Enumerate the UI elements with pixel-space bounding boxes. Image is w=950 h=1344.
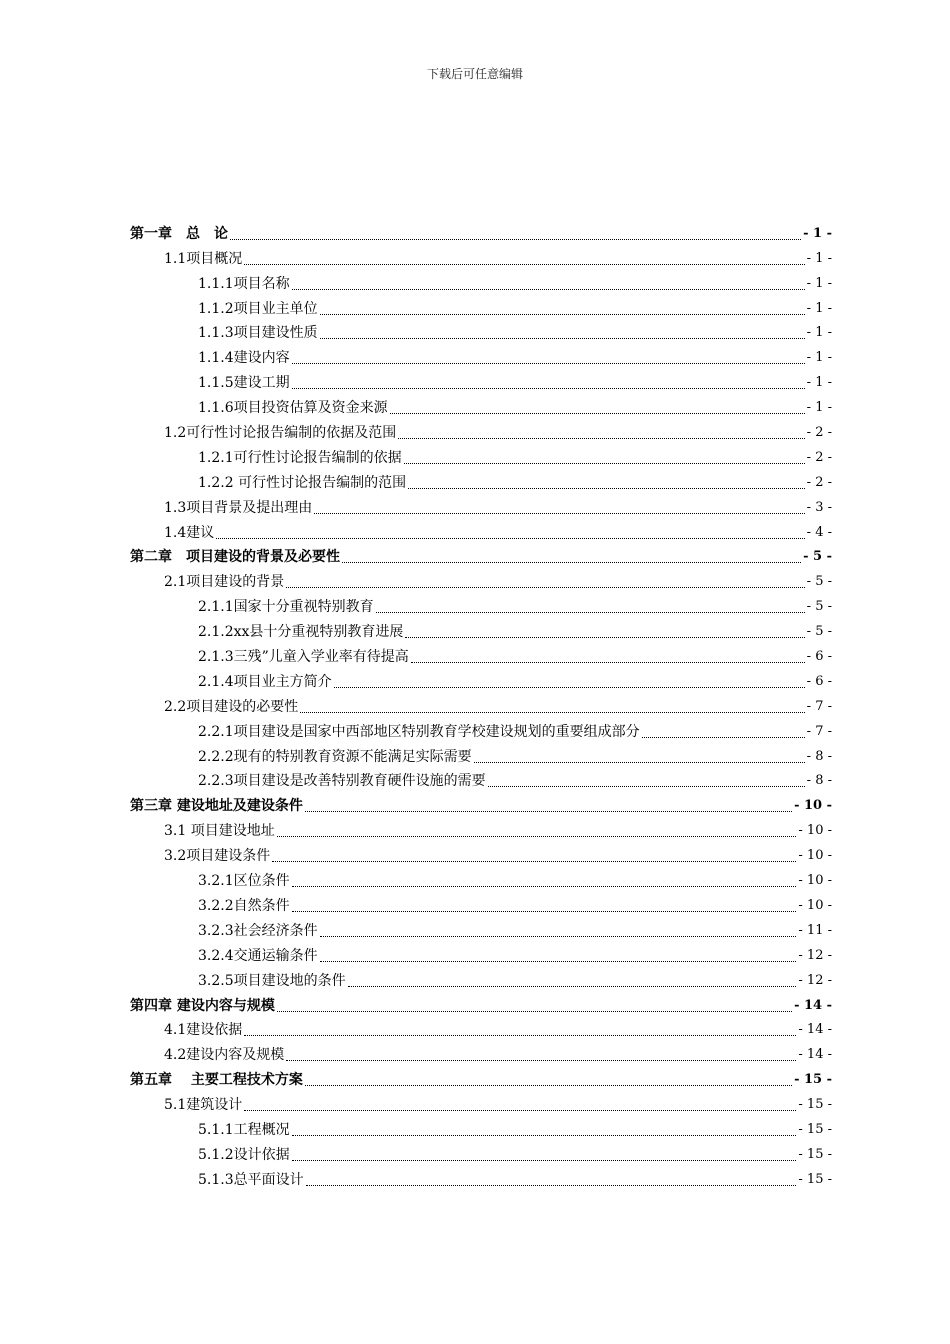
toc-dot-leader	[642, 736, 805, 738]
toc-entry[interactable]	[130, 940, 832, 965]
toc-entry[interactable]	[130, 865, 832, 890]
toc-entry[interactable]	[130, 990, 832, 1015]
toc-entry-page-number: - 1 -	[806, 350, 832, 366]
toc-entry-page-number: - 5 -	[806, 624, 832, 640]
toc-entry-page-number: - 1 -	[806, 375, 832, 391]
toc-dot-leader	[292, 288, 805, 290]
toc-entry-page-number: - 5 -	[803, 549, 832, 565]
toc-entry-page-number: - 1 -	[806, 300, 832, 316]
toc-entry[interactable]	[130, 542, 832, 567]
toc-dot-leader	[348, 985, 797, 987]
toc-dot-leader	[334, 686, 805, 688]
toc-entry-title: 第三章 建设地址及建设条件	[130, 798, 303, 815]
toc-entry-page-number: - 10 -	[798, 848, 832, 864]
toc-entry-page-number: - 10 -	[798, 823, 832, 839]
toc-entry-page-number: - 15 -	[798, 1097, 832, 1113]
toc-entry-title: 1.1.6项目投资估算及资金来源	[198, 400, 388, 417]
toc-entry-page-number: - 14 -	[794, 997, 832, 1013]
toc-entry-title: 第一章 总 论	[130, 225, 228, 242]
toc-entry[interactable]	[130, 790, 832, 815]
toc-dot-leader	[286, 586, 804, 588]
toc-entry-page-number: - 7 -	[806, 723, 832, 739]
toc-dot-leader	[390, 412, 805, 414]
toc-entry-page-number: - 3 -	[806, 499, 832, 515]
toc-entry-page-number: - 7 -	[806, 698, 832, 714]
toc-dot-leader	[292, 910, 797, 912]
toc-entry-page-number: - 8 -	[806, 773, 832, 789]
toc-entry-title: 2.1.3三残”儿童入学业率有待提高	[198, 649, 409, 666]
toc-dot-leader	[405, 636, 804, 638]
toc-entry-title: 第五章 主要工程技术方案	[130, 1072, 303, 1089]
toc-entry-title: 1.2可行性讨论报告编制的依据及范围	[164, 425, 397, 442]
toc-entry-page-number: - 14 -	[798, 1022, 832, 1038]
toc-entry-title: 1.1.3项目建设性质	[198, 325, 318, 342]
toc-entry[interactable]	[130, 342, 832, 367]
toc-dot-leader	[408, 487, 805, 489]
toc-entry-page-number: - 2 -	[806, 474, 832, 490]
toc-entry[interactable]	[130, 766, 832, 791]
toc-entry-title: 3.2.3社会经济条件	[198, 922, 318, 939]
toc-entry[interactable]	[130, 268, 832, 293]
toc-entry-page-number: - 15 -	[798, 1171, 832, 1187]
toc-entry[interactable]	[130, 815, 832, 840]
toc-entry[interactable]	[130, 392, 832, 417]
toc-dot-leader	[292, 387, 805, 389]
toc-dot-leader	[376, 611, 805, 613]
toc-entry-page-number: - 1 -	[806, 275, 832, 291]
toc-dot-leader	[292, 362, 805, 364]
toc-dot-leader	[398, 437, 804, 439]
toc-entry-title: 5.1.1工程概况	[198, 1121, 290, 1138]
toc-entry-title: 1.1.5建设工期	[198, 375, 290, 392]
toc-entry[interactable]	[130, 218, 832, 243]
toc-entry-title: 4.2建设内容及规模	[164, 1047, 285, 1064]
toc-entry[interactable]	[130, 666, 832, 691]
toc-entry-page-number: - 1 -	[806, 325, 832, 341]
toc-entry-title: 3.2项目建设条件	[164, 848, 271, 865]
toc-dot-leader	[230, 238, 801, 240]
toc-dot-leader	[320, 337, 805, 339]
toc-entry-page-number: - 14 -	[798, 1047, 832, 1063]
toc-entry-title: 2.1.4项目业主方简介	[198, 673, 332, 690]
toc-entry[interactable]	[130, 1114, 832, 1139]
toc-dot-leader	[286, 1059, 796, 1061]
toc-entry[interactable]	[130, 1139, 832, 1164]
toc-entry-title: 3.2.5项目建设地的条件	[198, 972, 346, 989]
toc-entry-page-number: - 10 -	[798, 873, 832, 889]
toc-entry-page-number: - 1 -	[803, 225, 832, 241]
toc-entry[interactable]	[130, 417, 832, 442]
toc-entry-page-number: - 12 -	[798, 972, 832, 988]
toc-entry-title: 1.1.4建设内容	[198, 350, 290, 367]
toc-dot-leader	[277, 835, 797, 837]
toc-entry[interactable]	[130, 243, 832, 268]
toc-entry-title: 3.2.4交通运输条件	[198, 947, 318, 964]
toc-dot-leader	[244, 1109, 796, 1111]
toc-dot-leader	[305, 810, 792, 812]
toc-dot-leader	[320, 935, 797, 937]
toc-entry-page-number: - 5 -	[806, 599, 832, 615]
toc-dot-leader	[272, 860, 796, 862]
toc-entry-title: 5.1建筑设计	[164, 1097, 243, 1114]
toc-dot-leader	[404, 462, 805, 464]
toc-entry[interactable]	[130, 293, 832, 318]
page-header-note: 下载后可任意编辑	[426, 67, 523, 81]
toc-entry-title: 1.2.1可行性讨论报告编制的依据	[198, 449, 402, 466]
toc-entry-page-number: - 15 -	[798, 1121, 832, 1137]
toc-dot-leader	[474, 761, 805, 763]
toc-dot-leader	[342, 561, 801, 563]
toc-entry[interactable]	[130, 517, 832, 542]
toc-dot-leader	[488, 785, 805, 787]
toc-entry-title: 第二章 项目建设的背景及必要性	[130, 549, 340, 566]
toc-dot-leader	[292, 1159, 797, 1161]
toc-entry-page-number: - 11 -	[798, 922, 832, 938]
toc-entry[interactable]	[130, 1089, 832, 1114]
table-of-contents	[130, 218, 832, 1189]
toc-entry[interactable]	[130, 716, 832, 741]
toc-entry-page-number: - 15 -	[794, 1072, 832, 1088]
toc-dot-leader	[411, 661, 805, 663]
toc-entry-title: 2.1项目建设的背景	[164, 574, 285, 591]
toc-entry[interactable]	[130, 442, 832, 467]
toc-entry-title: 2.2.2现有的特别教育资源不能满足实际需要	[198, 748, 472, 765]
toc-dot-leader	[216, 537, 804, 539]
toc-entry[interactable]	[130, 840, 832, 865]
toc-entry-title: 3.1 项目建设地址	[164, 823, 275, 840]
toc-entry-page-number: - 15 -	[798, 1146, 832, 1162]
toc-entry[interactable]	[130, 616, 832, 641]
toc-entry-title: 4.1建设依据	[164, 1022, 243, 1039]
toc-dot-leader	[292, 1134, 797, 1136]
toc-dot-leader	[305, 1084, 792, 1086]
toc-entry-page-number: - 2 -	[806, 425, 832, 441]
toc-entry[interactable]	[130, 641, 832, 666]
toc-entry-title: 1.1.1项目名称	[198, 275, 290, 292]
toc-dot-leader	[300, 711, 804, 713]
toc-entry[interactable]	[130, 318, 832, 343]
toc-entry-page-number: - 10 -	[798, 897, 832, 913]
toc-entry-title: 1.2.2 可行性讨论报告编制的范围	[198, 474, 407, 491]
toc-entry-page-number: - 4 -	[806, 524, 832, 540]
toc-dot-leader	[244, 263, 804, 265]
toc-entry[interactable]	[130, 741, 832, 766]
toc-entry-page-number: - 2 -	[806, 449, 832, 465]
toc-entry-title: 2.1.1国家十分重视特别教育	[198, 599, 374, 616]
toc-entry[interactable]	[130, 492, 832, 517]
toc-entry-page-number: - 5 -	[806, 574, 832, 590]
toc-dot-leader	[244, 1034, 796, 1036]
toc-dot-leader	[320, 960, 797, 962]
toc-entry[interactable]	[130, 1039, 832, 1064]
toc-entry-title: 1.1.2项目业主单位	[198, 300, 318, 317]
toc-entry-page-number: - 6 -	[806, 649, 832, 665]
toc-entry-title: 5.1.2设计依据	[198, 1146, 290, 1163]
toc-entry-title: 3.2.2自然条件	[198, 897, 290, 914]
toc-entry-page-number: - 8 -	[806, 748, 832, 764]
toc-dot-leader	[320, 313, 805, 315]
toc-entry-title: 1.3项目背景及提出理由	[164, 499, 313, 516]
toc-entry-title: 2.2.1项目建设是国家中西部地区特别教育学校建设规划的重要组成部分	[198, 723, 640, 740]
toc-entry-title: 5.1.3总平面设计	[198, 1171, 304, 1188]
toc-entry-page-number: - 1 -	[806, 250, 832, 266]
toc-entry-title: 1.4建议	[164, 524, 215, 541]
toc-entry-title: 3.2.1区位条件	[198, 873, 290, 890]
toc-dot-leader	[306, 1184, 797, 1186]
toc-entry[interactable]	[130, 890, 832, 915]
toc-entry[interactable]	[130, 691, 832, 716]
toc-entry[interactable]	[130, 367, 832, 392]
toc-entry[interactable]	[130, 1015, 832, 1040]
toc-dot-leader	[314, 512, 804, 514]
toc-entry-page-number: - 10 -	[794, 798, 832, 814]
toc-entry-page-number: - 6 -	[806, 673, 832, 689]
toc-dot-leader	[277, 1010, 792, 1012]
toc-dot-leader	[292, 885, 797, 887]
toc-entry-page-number: - 1 -	[806, 400, 832, 416]
toc-entry[interactable]	[130, 1064, 832, 1089]
toc-entry[interactable]	[130, 566, 832, 591]
toc-entry[interactable]	[130, 1164, 832, 1189]
toc-entry[interactable]	[130, 467, 832, 492]
toc-entry-title: 2.1.2xx县十分重视特别教育进展	[198, 624, 404, 641]
toc-entry-title: 第四章 建设内容与规模	[130, 997, 275, 1014]
toc-entry[interactable]	[130, 965, 832, 990]
toc-entry[interactable]	[130, 915, 832, 940]
toc-entry-title: 1.1项目概况	[164, 250, 243, 267]
toc-entry-page-number: - 12 -	[798, 947, 832, 963]
toc-entry-title: 2.2项目建设的必要性	[164, 698, 299, 715]
toc-entry[interactable]	[130, 591, 832, 616]
toc-entry-title: 2.2.3项目建设是改善特别教育硬件设施的需要	[198, 773, 486, 790]
